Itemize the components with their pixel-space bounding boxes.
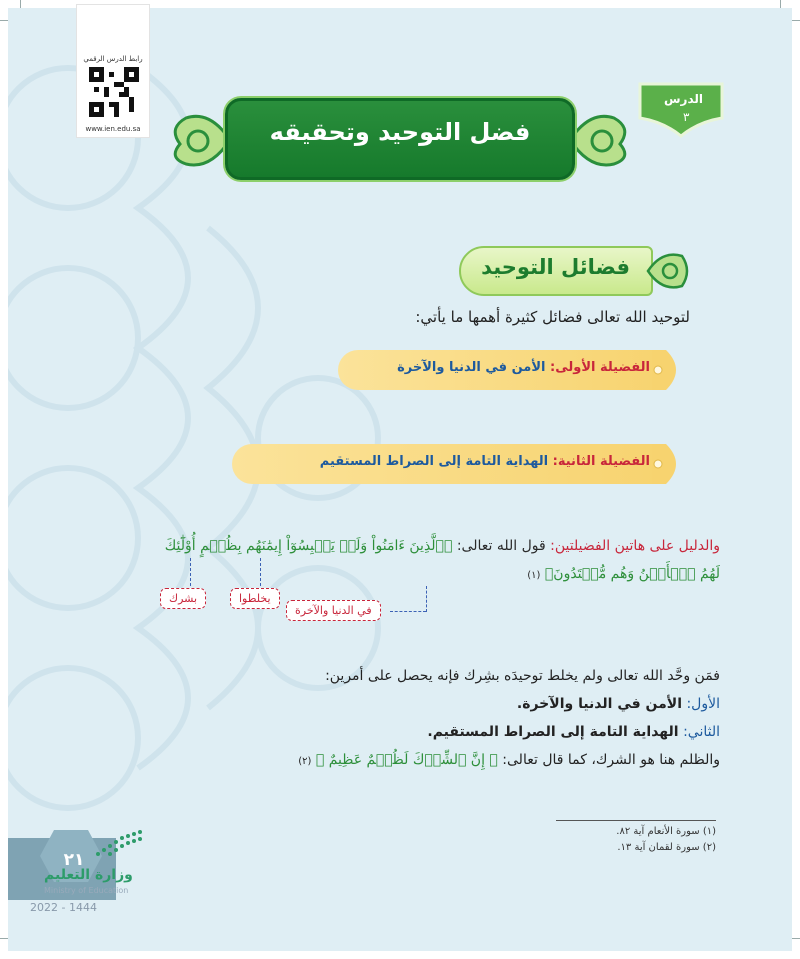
qr-card[interactable]	[76, 4, 150, 138]
tag-shirk: بشرك	[160, 588, 206, 609]
evidence-ref: (١)	[527, 570, 541, 581]
virtue-2-value: الهداية التامة إلى الصراط المستقيم	[319, 454, 549, 469]
footnote-2: (٢) سورة لقمان آية ١٣.	[617, 842, 716, 853]
first-text: الأمن في الدنيا والآخرة.	[516, 696, 683, 712]
first-label: الأول:	[686, 696, 720, 712]
tag-connector	[426, 586, 427, 612]
footnote-1: (١) سورة الأنعام آية ٨٢.	[616, 826, 716, 837]
pill-tip-icon	[652, 444, 688, 484]
body-ref: (٢)	[298, 756, 312, 767]
right-ornament-icon	[566, 100, 636, 180]
second-text: الهداية التامة إلى الصراط المستقيم.	[427, 724, 679, 740]
virtue-2-label: الفضيلة الثانية:	[552, 454, 650, 469]
tag-connector	[190, 558, 191, 586]
edition-year: 2022 - 1444	[30, 901, 97, 914]
evidence-line-2	[527, 566, 720, 582]
body-line-2	[517, 696, 720, 712]
qr-code-icon[interactable]	[89, 67, 139, 117]
tag-khalatu: يخلطوا	[230, 588, 280, 609]
evidence-ayah-2: لَهُمُ ٱلۡأَمۡنُ وَهُم مُّهۡتَدُونَ﴾	[544, 566, 720, 582]
ministry-name-en: Ministry of Education	[44, 886, 129, 895]
body-line-1: فمَن وحَّد الله تعالى ولم يخلط توحيدَه بشِرك فإنه يحصل على أمرين:	[325, 668, 720, 684]
page-number: ٢١	[63, 850, 85, 870]
left-ornament-icon	[164, 100, 234, 180]
ministry-name-ar: وزارة التعليم	[44, 867, 133, 883]
pill-tip-icon	[652, 350, 688, 390]
footnote-divider	[556, 820, 716, 821]
second-label: الثاني:	[683, 724, 720, 740]
lesson-label: الدرس	[664, 92, 704, 106]
tag-dunya: في الدنيا والآخرة	[286, 600, 381, 621]
evidence-line-1	[165, 538, 720, 554]
lesson-badge-icon	[636, 78, 726, 138]
evidence-said: قول الله تعالى:	[456, 538, 546, 554]
qr-url[interactable]: www.ien.edu.sa	[85, 125, 141, 133]
virtue-1-value: الأمن في الدنيا والآخرة	[397, 360, 546, 375]
ministry-logo-icon	[92, 828, 144, 860]
evidence-lead: والدليل على هاتين الفضيلتين:	[550, 538, 720, 554]
tag-connector	[260, 558, 261, 586]
qr-title: رابط الدرس الرقمي	[83, 55, 143, 63]
intro-text: لتوحيد الله تعالى فضائل كثيرة أهمها ما يأتي:	[415, 308, 690, 326]
evidence-ayah-1: ﴿ٱلَّذِينَ ءَامَنُواْ وَلَمۡ يَلۡبِسُوٓاْ إِيمَٰنَهُم بِظُلۡمٍ أُوْلَٰٓئِكَ	[164, 538, 453, 554]
body-line-4-text: والظلم هنا هو الشرك، كما قال تعالى:	[502, 752, 720, 768]
lesson-number: ٣	[683, 110, 690, 124]
virtue-1-label: الفضيلة الأولى:	[550, 360, 650, 375]
virtue-2-text	[320, 454, 650, 469]
tag-connector	[390, 611, 426, 612]
body-line-3	[427, 724, 720, 740]
virtue-1-text	[397, 360, 650, 375]
body-ayah: ﴿ إِنَّ ٱلشِّرۡكَ لَظُلۡمٌ عَظِيمٌ ﴾	[315, 752, 498, 768]
section-leaf-icon	[642, 246, 692, 296]
lesson-title: فضل التوحيد وتحقيقه	[269, 118, 531, 146]
section-title: فضائل التوحيد	[481, 255, 630, 279]
body-line-4	[298, 752, 720, 768]
